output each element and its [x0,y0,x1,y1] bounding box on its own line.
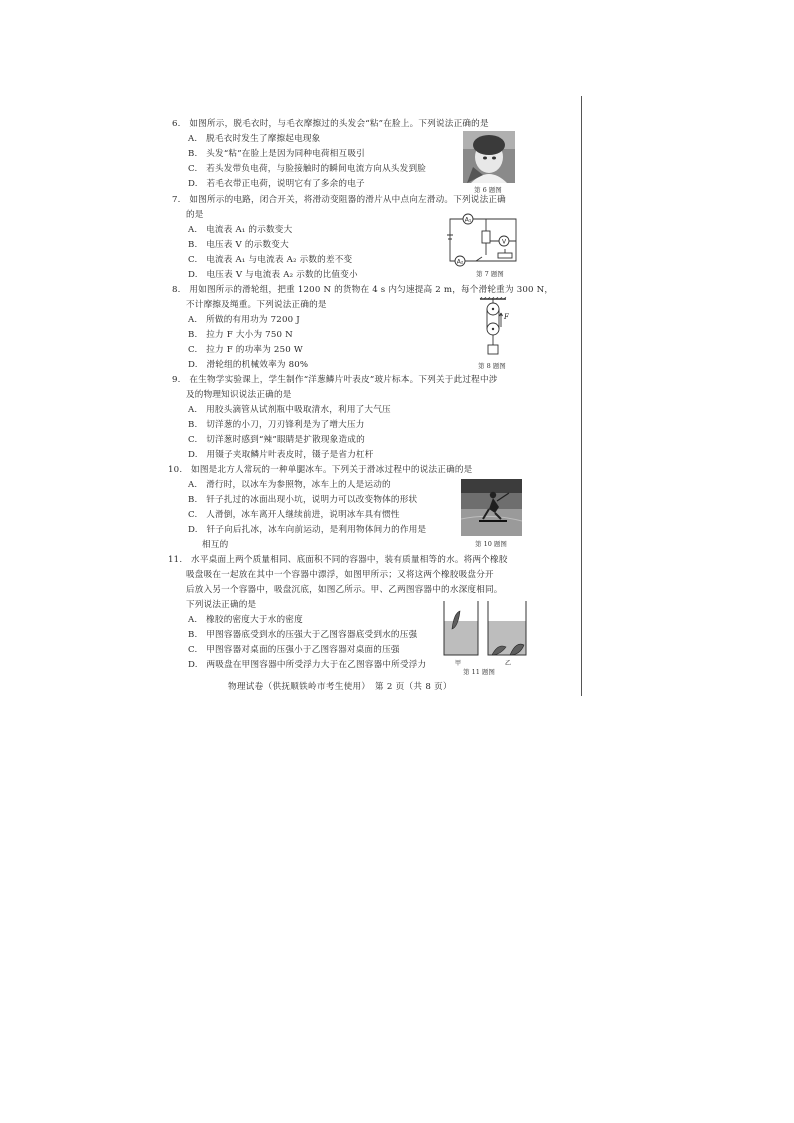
q6-caption: 第 6 题图 [474,186,502,194]
q11-option-b: B. 甲图容器底受到水的压强大于乙图容器底受到水的压强 [188,630,418,640]
q7-meter-a2: A₂ [456,258,464,266]
q9-stem-line1: 9. 在生物学实验课上，学生制作“洋葱鳞片叶表皮”玻片标本。下列关于此过程中涉 [172,375,498,385]
q7-meter-a1: A₁ [464,216,472,224]
q7-circuit-diagram [446,211,521,268]
q10-caption: 第 10 题图 [475,540,507,548]
q8-pulley-diagram [476,297,516,361]
q7-option-d: D. 电压表 V 与电流表 A₂ 示数的比值变小 [188,270,358,280]
q8-caption: 第 8 题图 [478,362,506,370]
q7-meter-v: V [501,238,507,246]
q11-option-d: D. 两吸盘在甲图容器中所受浮力大于在乙图容器中所受浮力 [188,660,427,670]
q6-option-c: C. 若头发带负电荷，与脸接触时的瞬间电流方向从头发到脸 [188,164,427,174]
q10-option-a: A. 滑行时，以冰车为参照物，冰车上的人是运动的 [188,480,391,490]
q7-caption: 第 7 题图 [476,270,504,278]
q10-option-d-line1: D. 钎子向后扎冰，冰车向前运动，是利用物体间力的作用是 [188,525,427,535]
q6-photo-figure [463,131,515,183]
q7-stem-line1: 7. 如图所示的电路，闭合开关，将滑动变阻器的滑片从中点向左滑动。下列说法正确 [172,195,506,205]
q10-option-d-line2: 相互的 [202,540,229,550]
q10-option-b: B. 钎子扎过的冰面出现小坑，说明力可以改变物体的形状 [188,495,418,505]
q8-option-c: C. 拉力 F 的功率为 250 W [188,345,303,355]
q7-option-b: B. 电压表 V 的示数变大 [188,240,289,250]
q7-option-c: C. 电流表 A₁ 与电流表 A₂ 示数的差不变 [188,255,353,265]
q6-option-b: B. 头发“粘”在脸上是因为同种电荷相互吸引 [188,149,365,159]
q9-option-d: D. 用镊子夹取鳞片叶表皮时，镊子是省力杠杆 [188,450,374,460]
q6-option-d: D. 若毛衣带正电荷，说明它有了多余的电子 [188,179,365,189]
q10-option-c: C. 人滑倒，冰车离开人继续前进，说明冰车具有惯性 [188,510,400,520]
q11-option-c: C. 甲图容器对桌面的压强小于乙图容器对桌面的压强 [188,645,400,655]
q11-stem-line1: 11. 水平桌面上两个质量相同、底面积不同的容器中，装有质量相等的水。将两个橡胶 [168,555,508,565]
q9-option-b: B. 切洋葱的小刀，刀刃锋利是为了增大压力 [188,420,365,430]
q10-stem: 10. 如图是北方人常玩的一种单腿冰车。下列关于滑冰过程中的说法正确的是 [168,465,473,475]
q11-stem-line2: 吸盘吸在一起放在其中一个容器中漂浮，如图甲所示；又将这两个橡胶吸盘分开 [186,570,494,580]
q8-stem-line1: 8. 用如图所示的滑轮组，把重 1200 N 的货物在 4 s 内匀速提高 2 m，每个滑轮重为 300 N， [172,285,554,295]
q9-stem-line2: 及的物理知识说法正确的是 [186,390,292,400]
q8-force-label: F [504,313,509,321]
q11-option-a: A. 橡胶的密度大于水的密度 [188,615,303,625]
q11-label-yi: 乙 [504,660,512,667]
page-divider [581,96,582,696]
page-footer: 物理试卷（供抚顺铁岭市考生使用） 第 2 页（共 8 页） [228,682,452,692]
q11-caption: 第 11 题图 [463,668,495,676]
q10-photo-figure [461,479,522,536]
q8-option-a: A. 所做的有用功为 7200 J [188,315,300,325]
q7-stem-line2: 的是 [186,210,204,220]
q7-option-a: A. 电流表 A₁ 的示数变大 [188,225,293,235]
q8-option-b: B. 拉力 F 大小为 750 N [188,330,293,340]
q6-stem: 6. 如图所示，脱毛衣时，与毛衣摩擦过的头发会“粘”在脸上。下列说法正确的是 [172,119,489,129]
q11-stem-line3: 后放入另一个容器中，吸盘沉底，如图乙所示。甲、乙两图容器中的水深度相同。 [186,585,503,595]
q8-stem-line2: 不计摩擦及绳重。下列说法正确的是 [186,300,327,310]
q6-option-a: A. 脱毛衣时发生了摩擦起电现象 [188,134,321,144]
q11-containers-diagram [440,599,530,667]
q9-option-a: A. 用胶头滴管从试剂瓶中吸取清水，利用了大气压 [188,405,391,415]
q11-stem-line4: 下列说法正确的是 [186,600,257,610]
q8-option-d: D. 滑轮组的机械效率为 80% [188,360,309,370]
q9-option-c: C. 切洋葱时感到“辣”眼睛是扩散现象造成的 [188,435,365,445]
q11-label-jia: 甲 [454,660,462,667]
